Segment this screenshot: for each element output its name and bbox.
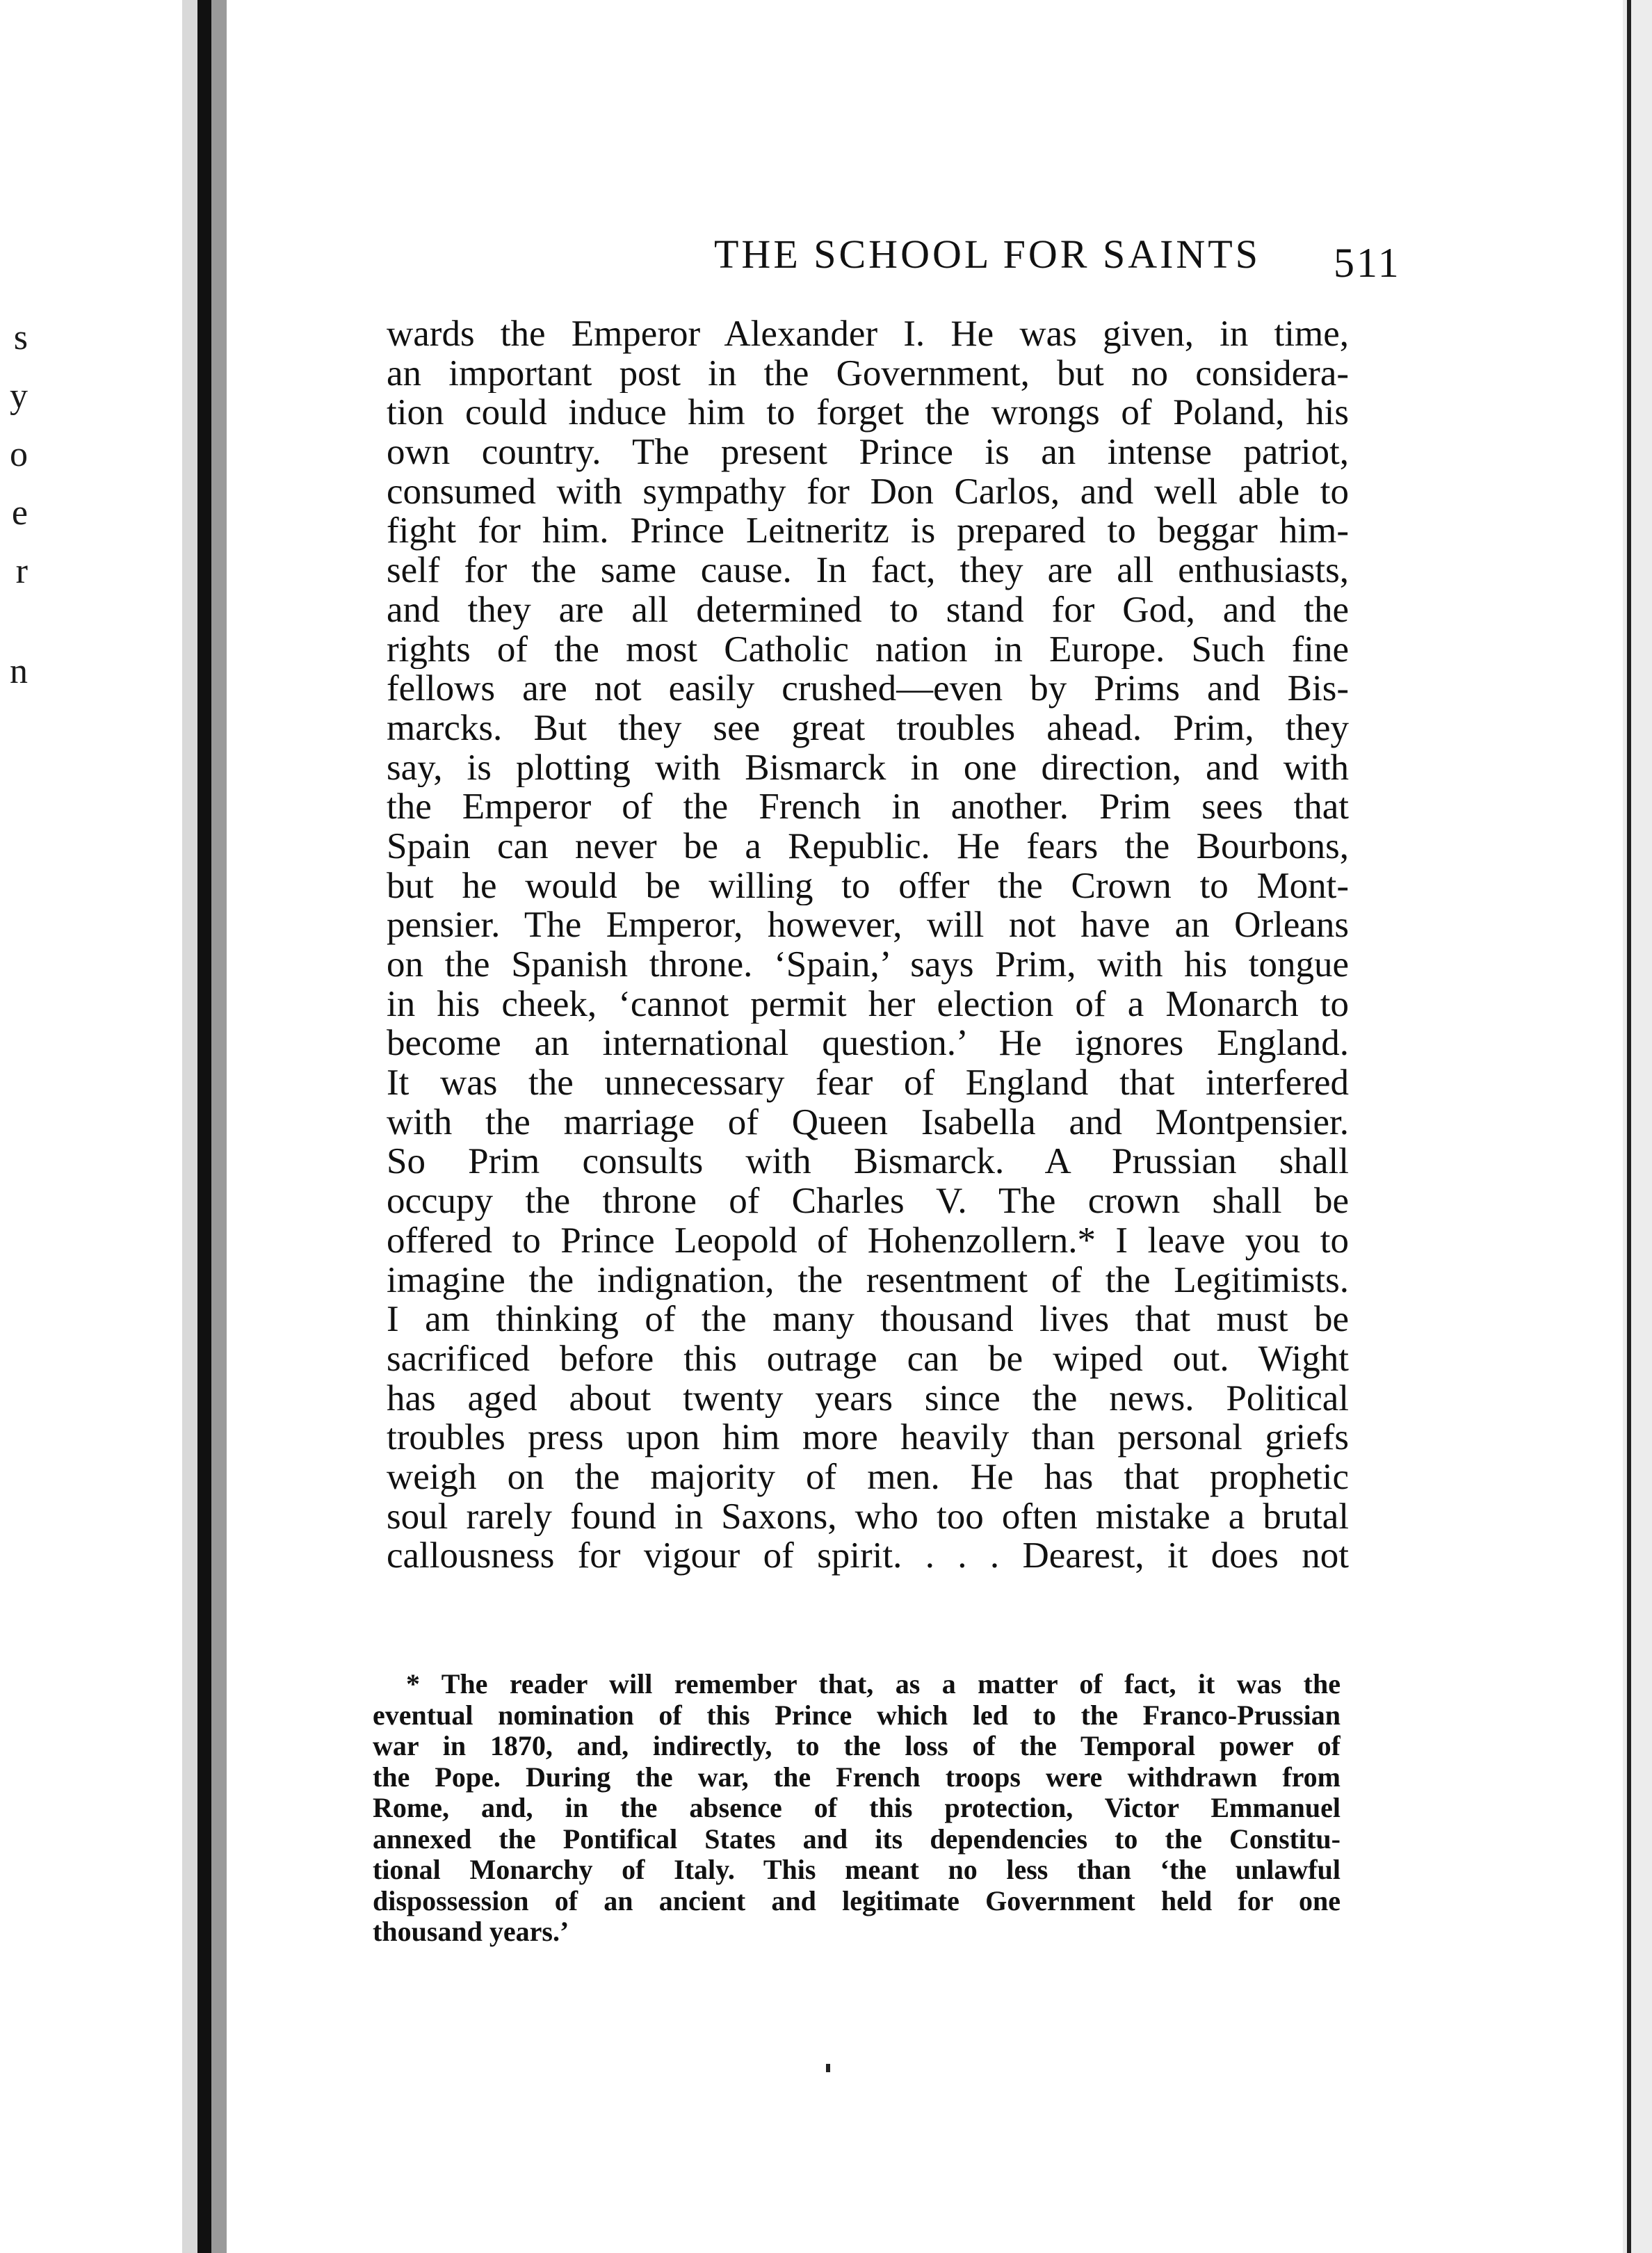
facing-page-fragment: o <box>10 435 28 474</box>
running-head: THE SCHOOL FOR SAINTS <box>714 232 1261 277</box>
text-line: but he would be willing to offer the Crown to Mont- <box>387 866 1349 906</box>
footnote-line: * The reader will remember that, as a matter of fact, it was the <box>406 1669 1341 1699</box>
text-line: sacrificed before this outrage can be wiped out. Wight <box>387 1339 1349 1379</box>
footnote-line: Rome, and, in the absence of this protection, Victor Emmanuel <box>373 1793 1341 1823</box>
text-line: callousness for vigour of spirit. . . . Dearest, it does not <box>387 1536 1349 1576</box>
text-line: imagine the indignation, the resentment of the Legitimists. <box>387 1260 1349 1300</box>
facing-page-fragment: s <box>13 318 28 357</box>
text-line: offered to Prince Leopold of Hohenzollern.* I leave you to <box>387 1220 1349 1261</box>
text-line: consumed with sympathy for Don Carlos, and well able to <box>387 471 1349 512</box>
text-line: in his cheek, ‘cannot permit her election of a Monarch to <box>387 984 1349 1024</box>
facing-page-fragment: n <box>10 652 28 691</box>
text-line: fight for him. Prince Leitneritz is prepared to beggar him- <box>387 511 1349 551</box>
footnote-line: war in 1870, and, indirectly, to the loss of the Temporal power of <box>373 1731 1341 1761</box>
page-number: 511 <box>1334 240 1401 286</box>
scan-speck <box>826 2064 830 2072</box>
text-line: soul rarely found in Saxons, who too often mistake a brutal <box>387 1496 1349 1537</box>
footnote-line: annexed the Pontifical States and its dependencies to the Constitu- <box>373 1823 1341 1855</box>
footnote-line: dispossession of an ancient and legitimate Government held for one <box>373 1885 1341 1916</box>
text-line: an important post in the Government, but no considera- <box>387 353 1349 394</box>
footnote <box>373 1669 1341 1948</box>
text-line: say, is plotting with Bismarck in one direction, and with <box>387 748 1349 788</box>
text-line: wards the Emperor Alexander I. He was given, in time, <box>387 314 1349 354</box>
gutter-shadow-soft <box>211 0 227 2253</box>
text-line: the Emperor of the French in another. Prim sees that <box>387 787 1349 827</box>
footnote-line: tional Monarchy of Italy. This meant no less than ‘the unlawful <box>373 1855 1341 1885</box>
gutter-shadow <box>197 0 211 2253</box>
text-line: weigh on the majority of men. He has that prophetic <box>387 1457 1349 1497</box>
text-line: tion could induce him to forget the wrongs of Poland, his <box>387 393 1349 433</box>
text-line: pensier. The Emperor, however, will not have an Orleans <box>387 905 1349 945</box>
text-line: rights of the most Catholic nation in Europe. Such fine <box>387 629 1349 670</box>
text-line: occupy the throne of Charles V. The crown shall be <box>387 1181 1349 1221</box>
footnote-line: thousand years.’ <box>373 1916 569 1947</box>
text-line: Spain can never be a Republic. He fears the Bourbons, <box>387 826 1349 866</box>
text-line: I am thinking of the many thousand lives that must be <box>387 1300 1349 1339</box>
text-line: own country. The present Prince is an intense patriot, <box>387 433 1349 472</box>
footnote-line: the Pope. During the war, the French troops were withdrawn from <box>373 1761 1341 1793</box>
text-line: It was the unnecessary fear of England that interfered <box>387 1063 1349 1103</box>
facing-page-fragment: r <box>15 551 28 591</box>
body-text <box>387 314 1349 1576</box>
text-line: become an international question.’ He ignores England. <box>387 1024 1349 1064</box>
text-line: and they are all determined to stand for God, and the <box>387 590 1349 630</box>
text-line: self for the same cause. In fact, they are all enthusiasts, <box>387 551 1349 590</box>
facing-page-fragment: y <box>10 376 28 416</box>
page-right-edge-line <box>1627 0 1631 2253</box>
text-line: troubles press upon him more heavily than personal griefs <box>387 1418 1349 1457</box>
text-line: on the Spanish throne. ‘Spain,’ says Prim, with his tongue <box>387 945 1349 985</box>
text-line: So Prim consults with Bismarck. A Prussian shall <box>387 1142 1349 1182</box>
text-line: has aged about twenty years since the news. Political <box>387 1378 1349 1419</box>
text-line: with the marriage of Queen Isabella and Montpensier. <box>387 1102 1349 1142</box>
text-line: fellows are not easily crushed—even by Prims and Bis- <box>387 669 1349 709</box>
facing-page-fragment: e <box>11 493 28 533</box>
text-line: marcks. But they see great troubles ahead. Prim, they <box>387 708 1349 748</box>
facing-page-edge <box>0 0 182 2253</box>
footnote-line: eventual nomination of this Prince which led to the Franco-Prussian <box>373 1699 1341 1731</box>
